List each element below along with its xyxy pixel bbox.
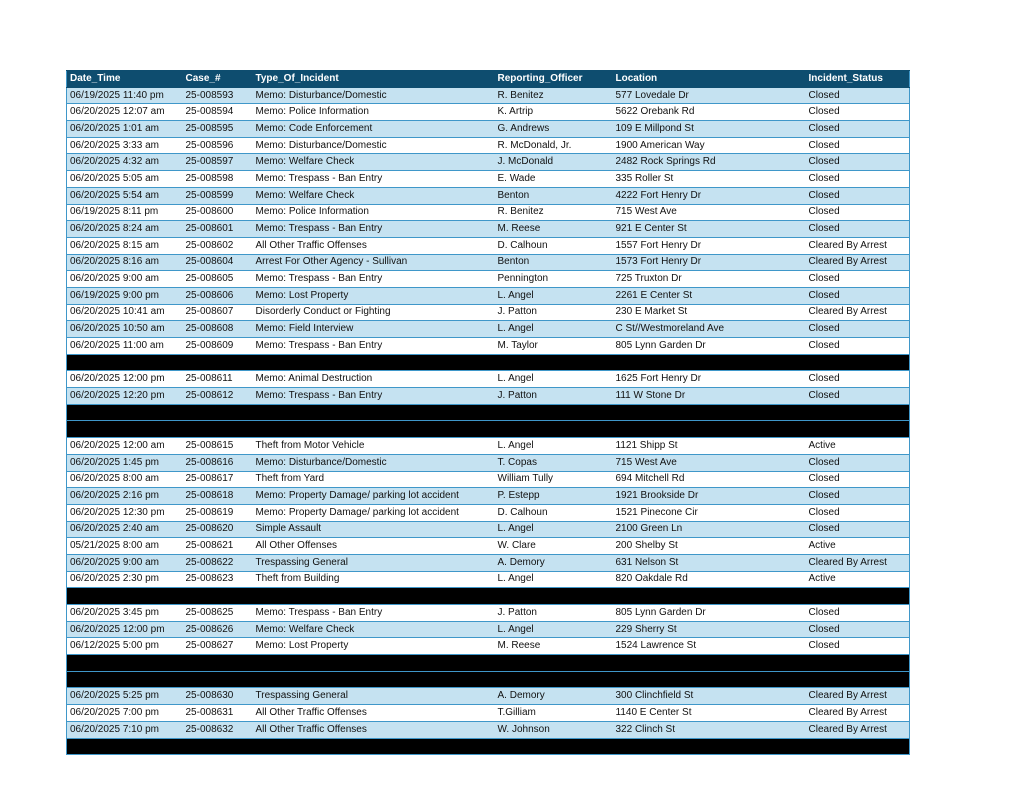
incident-type-cell: All Other Traffic Offenses (253, 705, 495, 722)
officer-cell (495, 655, 613, 672)
table-row (67, 504, 910, 521)
case-number-cell: 25-008596 (183, 137, 253, 154)
incident-type-cell: Theft from Building (253, 571, 495, 588)
date-time-cell: 06/20/2025 11:00 am (67, 338, 183, 355)
case-number-cell: 25-008609 (183, 338, 253, 355)
incident-type-cell: Memo: Police Information (253, 104, 495, 121)
location-cell: 2261 E Center St (613, 287, 806, 304)
incident-type-cell: Memo: Welfare Check (253, 154, 495, 171)
location-cell: 200 Shelby St (613, 538, 806, 555)
officer-cell: R. Benitez (495, 204, 613, 221)
date-time-cell: 06/20/2025 9:00 am (67, 554, 183, 571)
officer-cell: E. Wade (495, 171, 613, 188)
incident-type-cell: Disorderly Conduct or Fighting (253, 304, 495, 321)
status-cell (806, 738, 910, 755)
location-cell: 1524 Lawrence St (613, 638, 806, 655)
location-cell: 1121 Shipp St (613, 438, 806, 455)
location-cell: 1921 Brookside Dr (613, 488, 806, 505)
header-row (67, 71, 910, 88)
officer-cell: Pennington (495, 271, 613, 288)
location-cell: 921 E Center St (613, 221, 806, 238)
table-row (67, 688, 910, 705)
date-time-cell: 06/20/2025 7:10 pm (67, 721, 183, 738)
status-cell: Closed (806, 271, 910, 288)
location-cell: 300 Clinchfield St (613, 688, 806, 705)
incident-type-cell: Memo: Trespass - Ban Entry (253, 388, 495, 405)
date-time-cell: 06/20/2025 8:00 am (67, 471, 183, 488)
location-cell: 230 E Market St (613, 304, 806, 321)
date-time-cell: 06/20/2025 2:30 pm (67, 571, 183, 588)
table-row (67, 338, 910, 355)
table-row (67, 705, 910, 722)
case-number-cell: 25-008594 (183, 104, 253, 121)
date-time-cell: 06/12/2025 5:00 pm (67, 638, 183, 655)
date-time-cell (67, 588, 183, 605)
incident-type-cell: Memo: Code Enforcement (253, 121, 495, 138)
incident-type-cell: Memo: Animal Destruction (253, 371, 495, 388)
case-number-cell (183, 738, 253, 755)
status-cell: Closed (806, 204, 910, 221)
incident-type-cell: Theft from Motor Vehicle (253, 438, 495, 455)
date-time-cell (67, 354, 183, 371)
status-cell: Closed (806, 371, 910, 388)
incident-type-cell (253, 354, 495, 371)
location-cell: 2100 Green Ln (613, 521, 806, 538)
incident-type-cell: Memo: Trespass - Ban Entry (253, 605, 495, 622)
officer-cell: R. Benitez (495, 87, 613, 104)
incident-log-table-wrapper (66, 70, 909, 755)
status-cell: Closed (806, 638, 910, 655)
date-time-cell: 05/21/2025 8:00 am (67, 538, 183, 555)
incident-type-cell (253, 655, 495, 672)
incident-type-cell: Memo: Disturbance/Domestic (253, 454, 495, 471)
location-cell: 725 Truxton Dr (613, 271, 806, 288)
officer-cell: L. Angel (495, 521, 613, 538)
location-cell: 820 Oakdale Rd (613, 571, 806, 588)
redacted-row (67, 404, 910, 421)
incident-type-cell: Memo: Trespass - Ban Entry (253, 221, 495, 238)
incident-type-cell (253, 421, 495, 438)
table-row (67, 221, 910, 238)
location-cell: 577 Lovedale Dr (613, 87, 806, 104)
status-cell: Closed (806, 338, 910, 355)
officer-cell: T.Gilliam (495, 705, 613, 722)
location-cell (613, 671, 806, 688)
status-cell: Closed (806, 87, 910, 104)
case-number-cell: 25-008625 (183, 605, 253, 622)
date-time-cell: 06/20/2025 10:41 am (67, 304, 183, 321)
case-number-cell (183, 655, 253, 672)
officer-cell: M. Reese (495, 221, 613, 238)
incident-type-cell (253, 671, 495, 688)
date-time-cell (67, 671, 183, 688)
date-time-cell: 06/20/2025 12:00 pm (67, 621, 183, 638)
case-number-cell: 25-008621 (183, 538, 253, 555)
status-cell: Closed (806, 621, 910, 638)
location-cell (613, 738, 806, 755)
table-row (67, 488, 910, 505)
case-number-cell: 25-008626 (183, 621, 253, 638)
case-number-cell (183, 354, 253, 371)
case-number-cell: 25-008617 (183, 471, 253, 488)
officer-cell (495, 354, 613, 371)
location-cell: 322 Clinch St (613, 721, 806, 738)
table-row (67, 454, 910, 471)
status-cell (806, 404, 910, 421)
officer-cell: W. Johnson (495, 721, 613, 738)
date-time-cell: 06/19/2025 8:11 pm (67, 204, 183, 221)
table-row (67, 254, 910, 271)
case-number-cell: 25-008608 (183, 321, 253, 338)
case-number-cell: 25-008630 (183, 688, 253, 705)
case-number-cell: 25-008612 (183, 388, 253, 405)
status-cell: Closed (806, 471, 910, 488)
column-header-case-number: Case_# (183, 71, 253, 88)
location-cell: 1521 Pinecone Cir (613, 504, 806, 521)
column-header-type-of-incident: Type_Of_Incident (253, 71, 495, 88)
table-row (67, 271, 910, 288)
officer-cell: L. Angel (495, 371, 613, 388)
officer-cell: D. Calhoun (495, 504, 613, 521)
status-cell: Active (806, 438, 910, 455)
table-row (67, 638, 910, 655)
location-cell (613, 404, 806, 421)
status-cell: Active (806, 571, 910, 588)
case-number-cell: 25-008595 (183, 121, 253, 138)
officer-cell: J. Patton (495, 605, 613, 622)
officer-cell: L. Angel (495, 321, 613, 338)
incident-type-cell: Memo: Welfare Check (253, 621, 495, 638)
officer-cell: J. Patton (495, 388, 613, 405)
column-header-incident-status: Incident_Status (806, 71, 910, 88)
table-row (67, 121, 910, 138)
status-cell: Closed (806, 154, 910, 171)
case-number-cell: 25-008601 (183, 221, 253, 238)
case-number-cell: 25-008611 (183, 371, 253, 388)
case-number-cell (183, 588, 253, 605)
case-number-cell (183, 421, 253, 438)
case-number-cell: 25-008600 (183, 204, 253, 221)
table-row (67, 721, 910, 738)
date-time-cell: 06/20/2025 8:15 am (67, 237, 183, 254)
officer-cell: P. Estepp (495, 488, 613, 505)
table-row (67, 388, 910, 405)
date-time-cell: 06/20/2025 12:30 pm (67, 504, 183, 521)
location-cell: 1557 Fort Henry Dr (613, 237, 806, 254)
date-time-cell: 06/20/2025 8:24 am (67, 221, 183, 238)
table-row (67, 571, 910, 588)
officer-cell: T. Copas (495, 454, 613, 471)
location-cell: 694 Mitchell Rd (613, 471, 806, 488)
incident-type-cell: Memo: Trespass - Ban Entry (253, 271, 495, 288)
table-row (67, 538, 910, 555)
location-cell: 715 West Ave (613, 454, 806, 471)
incident-type-cell: Trespassing General (253, 688, 495, 705)
location-cell (613, 421, 806, 438)
incident-type-cell: Trespassing General (253, 554, 495, 571)
status-cell (806, 421, 910, 438)
date-time-cell (67, 421, 183, 438)
redacted-row (67, 588, 910, 605)
date-time-cell: 06/20/2025 7:00 pm (67, 705, 183, 722)
officer-cell: K. Artrip (495, 104, 613, 121)
incident-type-cell: Memo: Disturbance/Domestic (253, 137, 495, 154)
date-time-cell: 06/20/2025 2:16 pm (67, 488, 183, 505)
status-cell: Closed (806, 104, 910, 121)
officer-cell: G. Andrews (495, 121, 613, 138)
date-time-cell (67, 655, 183, 672)
table-row (67, 521, 910, 538)
officer-cell: L. Angel (495, 621, 613, 638)
location-cell: 1900 American Way (613, 137, 806, 154)
date-time-cell: 06/20/2025 5:54 am (67, 187, 183, 204)
case-number-cell: 25-008620 (183, 521, 253, 538)
officer-cell: William Tully (495, 471, 613, 488)
table-row (67, 621, 910, 638)
case-number-cell: 25-008623 (183, 571, 253, 588)
date-time-cell: 06/20/2025 4:32 am (67, 154, 183, 171)
date-time-cell: 06/20/2025 5:05 am (67, 171, 183, 188)
status-cell: Closed (806, 121, 910, 138)
redacted-row (67, 655, 910, 672)
location-cell: 335 Roller St (613, 171, 806, 188)
table-row (67, 87, 910, 104)
column-header-date-time: Date_Time (67, 71, 183, 88)
table-row (67, 137, 910, 154)
incident-type-cell: All Other Traffic Offenses (253, 721, 495, 738)
incident-log-table (66, 70, 910, 755)
redacted-row (67, 671, 910, 688)
date-time-cell: 06/20/2025 1:01 am (67, 121, 183, 138)
status-cell (806, 588, 910, 605)
officer-cell: A. Demory (495, 554, 613, 571)
case-number-cell: 25-008619 (183, 504, 253, 521)
status-cell: Cleared By Arrest (806, 304, 910, 321)
incident-type-cell: Memo: Trespass - Ban Entry (253, 338, 495, 355)
location-cell: 1573 Fort Henry Dr (613, 254, 806, 271)
location-cell: 715 West Ave (613, 204, 806, 221)
officer-cell: L. Angel (495, 287, 613, 304)
table-body (67, 87, 910, 755)
case-number-cell (183, 404, 253, 421)
table-row (67, 371, 910, 388)
status-cell: Closed (806, 221, 910, 238)
status-cell: Closed (806, 171, 910, 188)
officer-cell (495, 421, 613, 438)
officer-cell: M. Taylor (495, 338, 613, 355)
location-cell: 1140 E Center St (613, 705, 806, 722)
officer-cell: A. Demory (495, 688, 613, 705)
table-row (67, 321, 910, 338)
status-cell: Closed (806, 137, 910, 154)
case-number-cell: 25-008616 (183, 454, 253, 471)
table-row (67, 204, 910, 221)
incident-type-cell (253, 588, 495, 605)
status-cell (806, 655, 910, 672)
location-cell: 631 Nelson St (613, 554, 806, 571)
case-number-cell: 25-008622 (183, 554, 253, 571)
incident-type-cell: Memo: Police Information (253, 204, 495, 221)
date-time-cell: 06/20/2025 3:45 pm (67, 605, 183, 622)
table-row (67, 154, 910, 171)
location-cell: 805 Lynn Garden Dr (613, 605, 806, 622)
column-header-location: Location (613, 71, 806, 88)
table-row (67, 104, 910, 121)
date-time-cell: 06/20/2025 10:50 am (67, 321, 183, 338)
incident-type-cell: Theft from Yard (253, 471, 495, 488)
date-time-cell: 06/20/2025 8:16 am (67, 254, 183, 271)
location-cell (613, 655, 806, 672)
incident-type-cell: All Other Traffic Offenses (253, 237, 495, 254)
case-number-cell: 25-008602 (183, 237, 253, 254)
table-row (67, 471, 910, 488)
location-cell: 4222 Fort Henry Dr (613, 187, 806, 204)
officer-cell: L. Angel (495, 571, 613, 588)
case-number-cell: 25-008593 (183, 87, 253, 104)
case-number-cell: 25-008604 (183, 254, 253, 271)
case-number-cell: 25-008598 (183, 171, 253, 188)
officer-cell (495, 588, 613, 605)
location-cell: C St//Westmoreland Ave (613, 321, 806, 338)
status-cell: Closed (806, 521, 910, 538)
location-cell (613, 354, 806, 371)
case-number-cell: 25-008605 (183, 271, 253, 288)
location-cell (613, 588, 806, 605)
officer-cell: Benton (495, 254, 613, 271)
case-number-cell: 25-008606 (183, 287, 253, 304)
status-cell: Closed (806, 454, 910, 471)
case-number-cell (183, 671, 253, 688)
status-cell (806, 671, 910, 688)
incident-type-cell: Memo: Property Damage/ parking lot accident (253, 488, 495, 505)
case-number-cell: 25-008618 (183, 488, 253, 505)
date-time-cell: 06/20/2025 12:00 pm (67, 371, 183, 388)
table-row (67, 171, 910, 188)
table-row (67, 438, 910, 455)
incident-type-cell: Memo: Trespass - Ban Entry (253, 171, 495, 188)
officer-cell: R. McDonald, Jr. (495, 137, 613, 154)
redacted-row (67, 421, 910, 438)
status-cell: Cleared By Arrest (806, 254, 910, 271)
table-row (67, 605, 910, 622)
date-time-cell: 06/20/2025 12:20 pm (67, 388, 183, 405)
case-number-cell: 25-008627 (183, 638, 253, 655)
redacted-row (67, 738, 910, 755)
table-row (67, 304, 910, 321)
status-cell: Closed (806, 605, 910, 622)
officer-cell (495, 738, 613, 755)
status-cell: Closed (806, 321, 910, 338)
date-time-cell: 06/19/2025 9:00 pm (67, 287, 183, 304)
location-cell: 805 Lynn Garden Dr (613, 338, 806, 355)
date-time-cell: 06/20/2025 12:00 am (67, 438, 183, 455)
date-time-cell (67, 404, 183, 421)
table-row (67, 237, 910, 254)
location-cell: 111 W Stone Dr (613, 388, 806, 405)
officer-cell: M. Reese (495, 638, 613, 655)
redacted-row (67, 354, 910, 371)
date-time-cell: 06/20/2025 5:25 pm (67, 688, 183, 705)
case-number-cell: 25-008599 (183, 187, 253, 204)
column-header-reporting-officer: Reporting_Officer (495, 71, 613, 88)
officer-cell: J. Patton (495, 304, 613, 321)
incident-type-cell: Memo: Property Damage/ parking lot accident (253, 504, 495, 521)
status-cell: Cleared By Arrest (806, 705, 910, 722)
table-row (67, 554, 910, 571)
case-number-cell: 25-008597 (183, 154, 253, 171)
officer-cell (495, 671, 613, 688)
incident-type-cell: All Other Offenses (253, 538, 495, 555)
location-cell: 229 Sherry St (613, 621, 806, 638)
status-cell: Cleared By Arrest (806, 688, 910, 705)
status-cell: Closed (806, 488, 910, 505)
table-row (67, 187, 910, 204)
incident-type-cell: Memo: Lost Property (253, 638, 495, 655)
officer-cell: D. Calhoun (495, 237, 613, 254)
status-cell: Closed (806, 388, 910, 405)
date-time-cell: 06/20/2025 9:00 am (67, 271, 183, 288)
date-time-cell: 06/20/2025 3:33 am (67, 137, 183, 154)
case-number-cell: 25-008615 (183, 438, 253, 455)
status-cell (806, 354, 910, 371)
status-cell: Closed (806, 287, 910, 304)
case-number-cell: 25-008607 (183, 304, 253, 321)
incident-type-cell: Memo: Field Interview (253, 321, 495, 338)
incident-type-cell (253, 404, 495, 421)
incident-type-cell: Simple Assault (253, 521, 495, 538)
date-time-cell: 06/20/2025 2:40 am (67, 521, 183, 538)
incident-type-cell: Arrest For Other Agency - Sullivan (253, 254, 495, 271)
case-number-cell: 25-008632 (183, 721, 253, 738)
status-cell: Cleared By Arrest (806, 237, 910, 254)
status-cell: Closed (806, 187, 910, 204)
status-cell: Active (806, 538, 910, 555)
status-cell: Cleared By Arrest (806, 554, 910, 571)
incident-type-cell: Memo: Disturbance/Domestic (253, 87, 495, 104)
officer-cell (495, 404, 613, 421)
officer-cell: J. McDonald (495, 154, 613, 171)
status-cell: Closed (806, 504, 910, 521)
date-time-cell: 06/20/2025 12:07 am (67, 104, 183, 121)
date-time-cell: 06/19/2025 11:40 pm (67, 87, 183, 104)
location-cell: 1625 Fort Henry Dr (613, 371, 806, 388)
location-cell: 2482 Rock Springs Rd (613, 154, 806, 171)
location-cell: 109 E Millpond St (613, 121, 806, 138)
case-number-cell: 25-008631 (183, 705, 253, 722)
incident-type-cell: Memo: Welfare Check (253, 187, 495, 204)
date-time-cell (67, 738, 183, 755)
incident-type-cell: Memo: Lost Property (253, 287, 495, 304)
table-row (67, 287, 910, 304)
officer-cell: L. Angel (495, 438, 613, 455)
officer-cell: Benton (495, 187, 613, 204)
incident-type-cell (253, 738, 495, 755)
officer-cell: W. Clare (495, 538, 613, 555)
date-time-cell: 06/20/2025 1:45 pm (67, 454, 183, 471)
location-cell: 5622 Orebank Rd (613, 104, 806, 121)
status-cell: Cleared By Arrest (806, 721, 910, 738)
